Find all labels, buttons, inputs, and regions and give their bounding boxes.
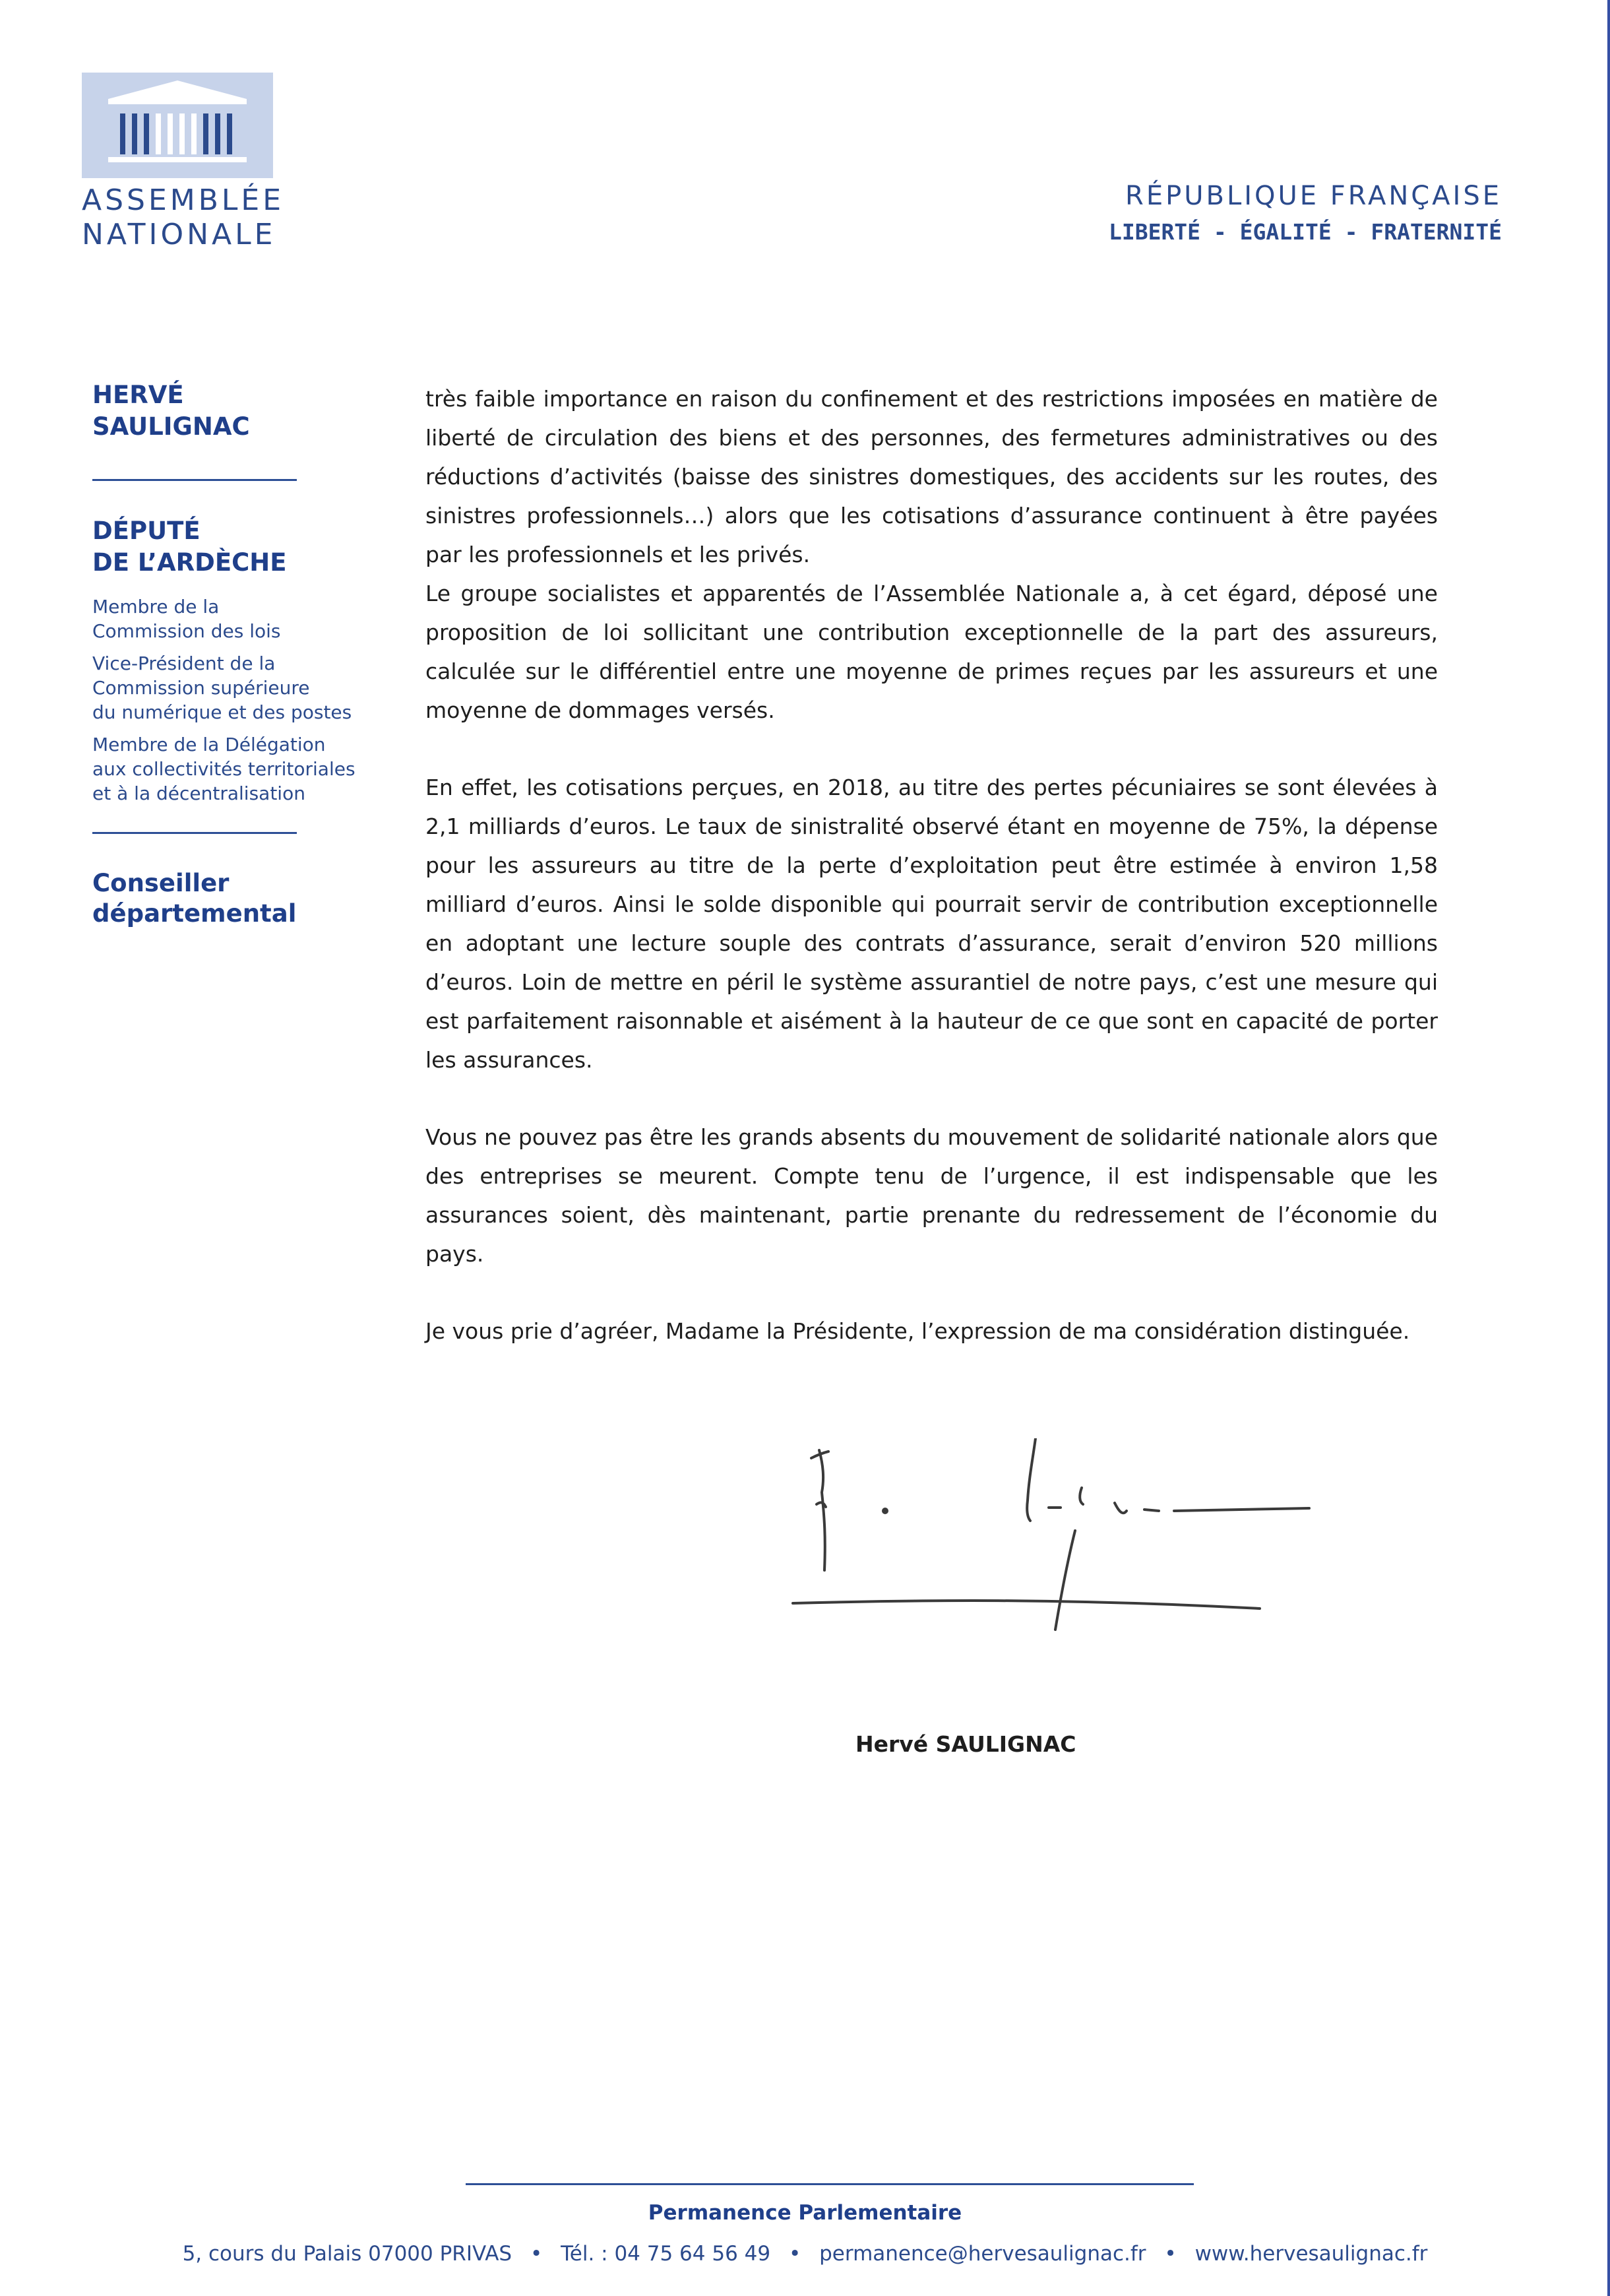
- footer-email[interactable]: permanence@hervesaulignac.fr: [819, 2242, 1146, 2266]
- assemblee-nationale-logo: [82, 73, 285, 252]
- sidebar-mandate-2: [92, 651, 369, 724]
- logo-text-line1: ASSEMBLÉE: [82, 183, 285, 217]
- paragraph-2: Le groupe socialistes et apparentés de l’Assemblée Nationale a, à cet égard, déposé une proposition de loi sollicitant une contribution exceptionnelle de la part des assureurs, calculée sur le différentiel entre une moyenne de primes reçues par les assureurs et une moyenne de dommages versés.: [425, 581, 1438, 723]
- paragraph-5: Je vous prie d’agréer, Madame la Présidente, l’expression de ma considération distinguée.: [425, 1318, 1410, 1344]
- footer-separator: •: [530, 2242, 543, 2266]
- footer-separator: •: [788, 2242, 801, 2266]
- page-edge-line: [1607, 0, 1610, 2296]
- sidebar-role-line1: DÉPUTÉ: [92, 517, 201, 545]
- sidebar-mandate-3: [92, 732, 369, 806]
- sidebar-other-line1: Conseiller: [92, 869, 230, 897]
- footer-phone: Tél. : 04 75 64 56 49: [561, 2242, 771, 2266]
- paragraph-4: Vous ne pouvez pas être les grands absents du mouvement de solidarité nationale alors que des entreprises se meurent. Compte tenu de l’urgence, il est indispensable que les assurances soient, dès maintenant, partie prenante du redressement de l’économie du pays.: [425, 1124, 1438, 1267]
- paragraph-1: très faible importance en raison du confinement et des restrictions imposées en matière de liberté de circulation des biens et des personnes, des fermetures administratives ou des réductions d’activités (baisse des sinistres domestiques, des accidents sur les routes, des sinistres professionnels…) alors que les cotisations d’assurance continuent à être payées par les professionnels et les privés.: [425, 386, 1438, 567]
- mandate-2-line3: du numérique et des postes: [92, 701, 352, 723]
- paragraph-3: En effet, les cotisations perçues, en 2018, au titre des pertes pécuniaires se sont élevées à 2,1 milliards d’euros. Le taux de sinistralité observé étant en moyenne de 75%, la dépense pour les assureurs au titre de la perte d’exploitation peut être estimée à environ 1,58 milliard d’euros. Ainsi le solde disponible qui pourrait servir de contribution exceptionnelle en adoptant une lecture souple des contrats d’assurance, serait d’environ 520 millions d’euros. Loin de mettre en péril le système assurantiel de notre pays, c’est une mesure qui est parfaitement raisonnable et aisément à la hauteur de ce que sont en capacité de porter les assurances.: [425, 775, 1438, 1073]
- letter-body: [425, 379, 1438, 1351]
- footer-separator: •: [1164, 2242, 1177, 2266]
- sidebar-divider-2: [92, 832, 297, 834]
- footer-contact: [0, 2242, 1610, 2266]
- mandate-3-line3: et à la décentralisation: [92, 782, 305, 804]
- footer-title: Permanence Parlementaire: [648, 2201, 962, 2225]
- logo-text-line2: NATIONALE: [82, 218, 276, 251]
- mandate-2-line2: Commission supérieure: [92, 677, 310, 699]
- mandate-2-line1: Vice-Président de la: [92, 653, 276, 674]
- sidebar-name-last: SAULIGNAC: [92, 412, 250, 441]
- handwritten-signature: [785, 1438, 1313, 1696]
- sidebar-mandate-1: [92, 594, 369, 643]
- mandate-3-line2: aux collectivités territoriales: [92, 758, 356, 780]
- sidebar: [92, 379, 369, 929]
- mandate-1-line2: Commission des lois: [92, 620, 281, 642]
- mandate-1-line1: Membre de la: [92, 596, 220, 618]
- footer-divider: [466, 2183, 1194, 2185]
- mandate-3-line1: Membre de la Délégation: [92, 734, 326, 755]
- sidebar-other-line2: départemental: [92, 899, 297, 928]
- republique-header: [1109, 178, 1502, 251]
- footer-website[interactable]: www.hervesaulignac.fr: [1194, 2242, 1428, 2266]
- sidebar-divider: [92, 479, 297, 481]
- hemicycle-icon: [82, 73, 273, 178]
- republique-title: RÉPUBLIQUE FRANÇAISE: [1125, 181, 1502, 211]
- republique-motto: LIBERTÉ - ÉGALITÉ - FRATERNITÉ: [1108, 219, 1502, 245]
- sidebar-role-line2: DE L’ARDÈCHE: [92, 548, 287, 577]
- signatory-name: Hervé SAULIGNAC: [855, 1731, 1076, 1757]
- footer-address: 5, cours du Palais 07000 PRIVAS: [182, 2242, 512, 2266]
- sidebar-name-first: HERVÉ: [92, 381, 184, 409]
